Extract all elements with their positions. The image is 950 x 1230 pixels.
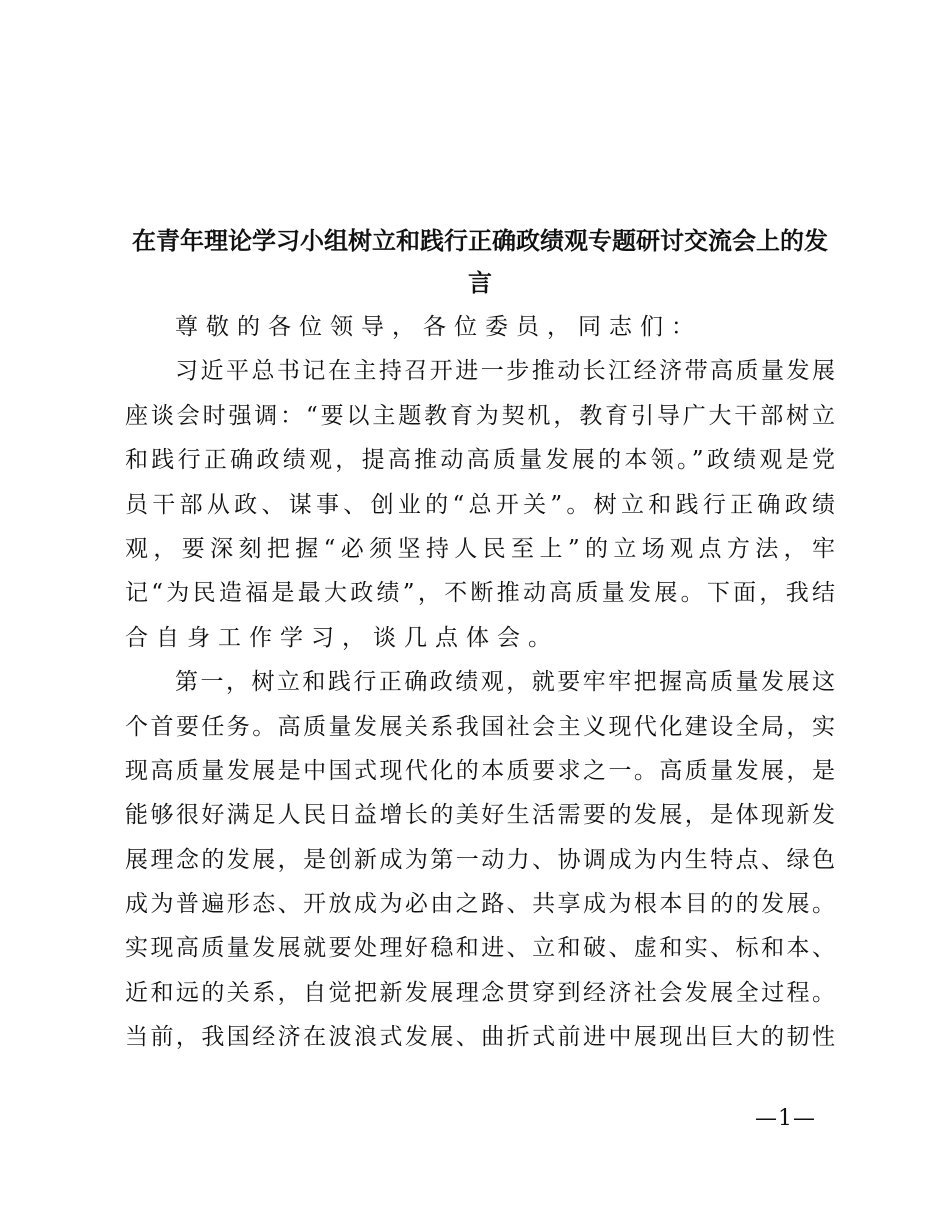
- text-line: 第一，树立和践行正确政绩观，就要牢牢把握高质量发展这: [175, 669, 835, 696]
- text-line: 习近平总书记在主持召开进一步推动长江经济带高质量发展: [175, 358, 835, 385]
- text-line: 尊敬的各位领导，各位委员，同志们：: [175, 314, 702, 340]
- title-line: 在青年理论学习小组树立和践行正确政绩观专题研讨交流会上的发: [132, 226, 828, 255]
- document-title: [125, 220, 835, 304]
- page-number: —1—: [755, 1106, 816, 1131]
- text-line: 实现高质量发展就要处理好稳和进、立和破、虚和实、标和本、: [125, 935, 835, 962]
- salutation: [125, 305, 835, 349]
- text-line: 个首要任务。高质量发展关系我国社会主义现代化建设全局，实: [125, 713, 835, 740]
- text-line: 当前，我国经济在波浪式发展、曲折式前进中展现出巨大的韧性: [125, 1024, 835, 1051]
- text-line: 展理念的发展，是创新成为第一动力、协调成为内生特点、绿色: [125, 846, 835, 873]
- title-line: 言: [468, 268, 492, 297]
- paragraph: [125, 349, 835, 660]
- text-line: 员干部从政、谋事、创业的“总开关”。树立和践行正确政绩: [125, 491, 835, 518]
- text-line: 观，要深刻把握“必须坚持人民至上”的立场观点方法，牢: [125, 535, 835, 562]
- text-line: 成为普遍形态、开放成为必由之路、共享成为根本目的的发展。: [125, 891, 835, 918]
- text-line: 近和远的关系，自觉把新发展理念贯穿到经济社会发展全过程。: [125, 979, 835, 1006]
- paragraph: [125, 660, 835, 1060]
- text-line: 现高质量发展是中国式现代化的本质要求之一。高质量发展，是: [125, 757, 835, 784]
- text-line: 和践行正确政绩观，提高推动高质量发展的本领。”政绩观是党: [125, 447, 835, 474]
- text-line: 记“为民造福是最大政绩”，不断推动高质量发展。下面，我结: [125, 580, 835, 607]
- text-line: 合自身工作学习，谈几点体会。: [125, 624, 559, 651]
- text-line: 座谈会时强调：“要以主题教育为契机，教育引导广大干部树立: [125, 402, 835, 429]
- document-body: [125, 305, 835, 1060]
- text-line: 能够很好满足人民日益增长的美好生活需要的发展，是体现新发: [125, 802, 835, 829]
